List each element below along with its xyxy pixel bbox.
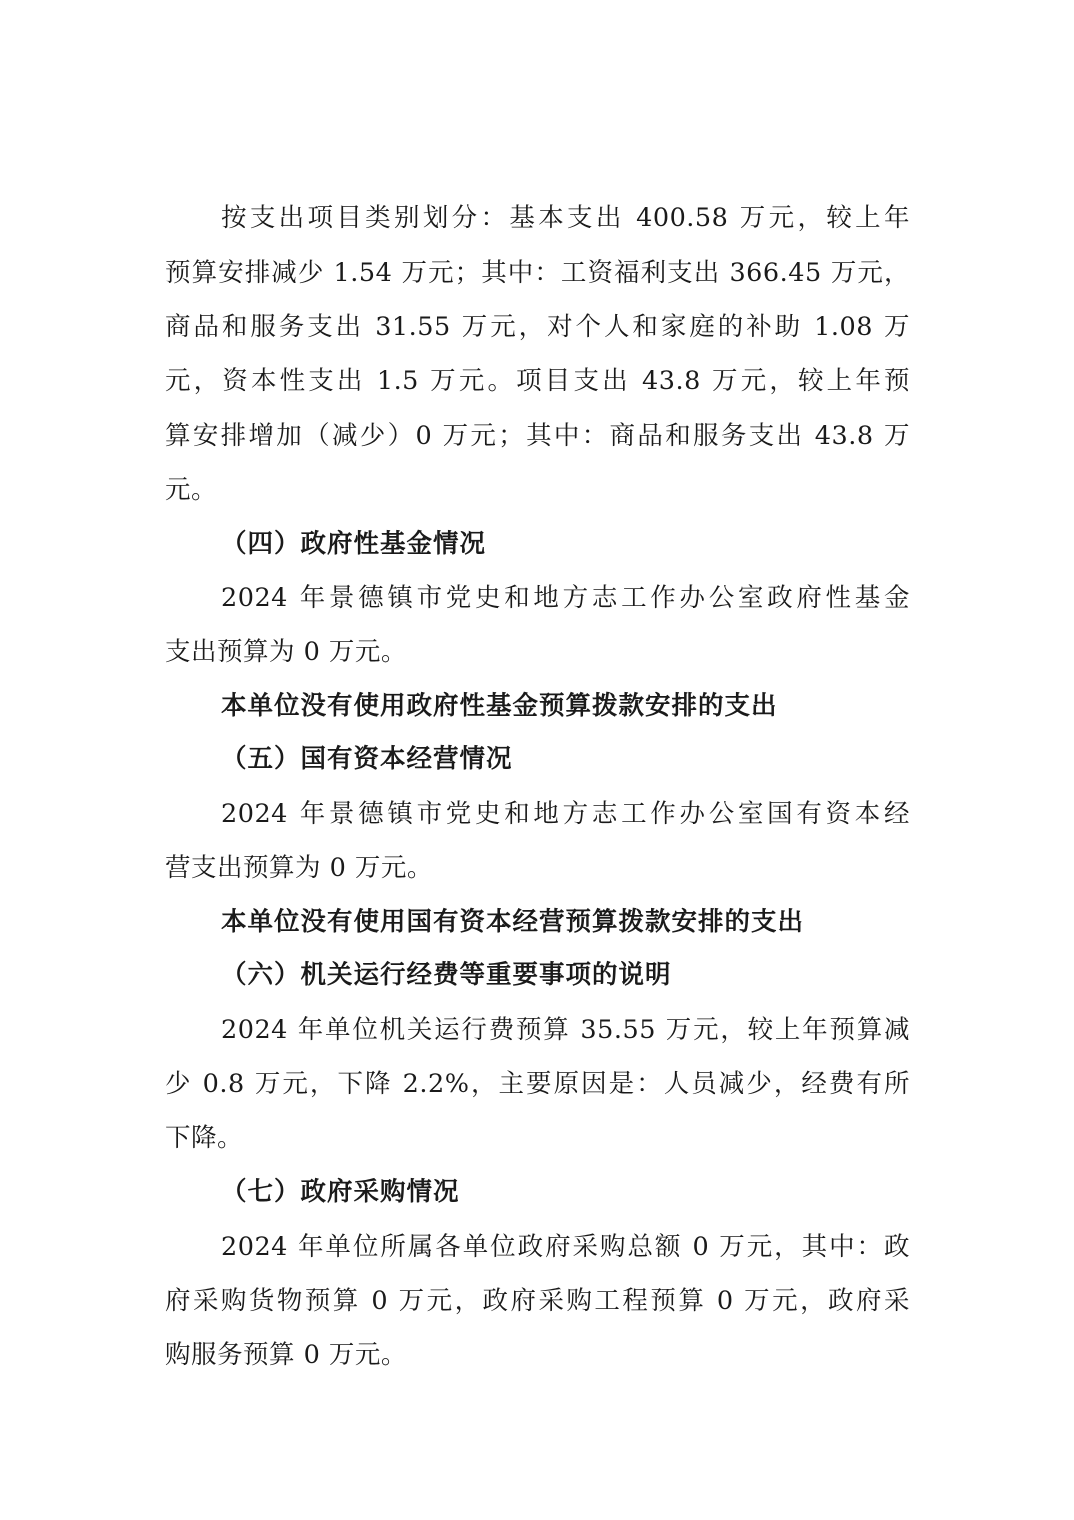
paragraph-line: 2024 年单位机关运行费预算 35.55 万元，较上年预算减	[221, 1015, 910, 1045]
paragraph-line: 预算安排减少 1.54 万元；其中：工资福利支出 366.45 万元，	[165, 258, 910, 288]
paragraph-line: 2024 年景德镇市党史和地方志工作办公室政府性基金	[221, 583, 910, 613]
section-heading: （七）政府采购情况	[221, 1177, 460, 1207]
paragraph-line: 支出预算为 0 万元。	[165, 637, 407, 667]
section-heading: （五）国有资本经营情况	[221, 744, 513, 774]
paragraph-line: 算安排增加（减少）0 万元；其中：商品和服务支出 43.8 万	[165, 421, 910, 451]
section-heading: （六）机关运行经费等重要事项的说明	[221, 960, 672, 990]
paragraph-line: 2024 年单位所属各单位政府采购总额 0 万元，其中：政	[221, 1232, 910, 1262]
paragraph-line: 营支出预算为 0 万元。	[165, 853, 433, 883]
paragraph-line: 2024 年景德镇市党史和地方志工作办公室国有资本经	[221, 799, 910, 829]
paragraph-line: 按支出项目类别划分：基本支出 400.58 万元，较上年	[221, 203, 910, 233]
section-note: 本单位没有使用国有资本经营预算拨款安排的支出	[221, 907, 805, 937]
section-note: 本单位没有使用政府性基金预算拨款安排的支出	[221, 691, 778, 721]
paragraph-line: 府采购货物预算 0 万元，政府采购工程预算 0 万元，政府采	[165, 1286, 910, 1316]
paragraph-line: 下降。	[165, 1123, 244, 1153]
paragraph-line: 购服务预算 0 万元。	[165, 1340, 407, 1370]
paragraph-line: 商品和服务支出 31.55 万元，对个人和家庭的补助 1.08 万	[165, 312, 910, 342]
paragraph-line: 少 0.8 万元，下降 2.2%，主要原因是：人员减少，经费有所	[165, 1069, 910, 1099]
paragraph-line: 元，资本性支出 1.5 万元。项目支出 43.8 万元，较上年预	[165, 366, 910, 396]
section-heading: （四）政府性基金情况	[221, 529, 487, 559]
paragraph-line: 元。	[165, 475, 218, 505]
